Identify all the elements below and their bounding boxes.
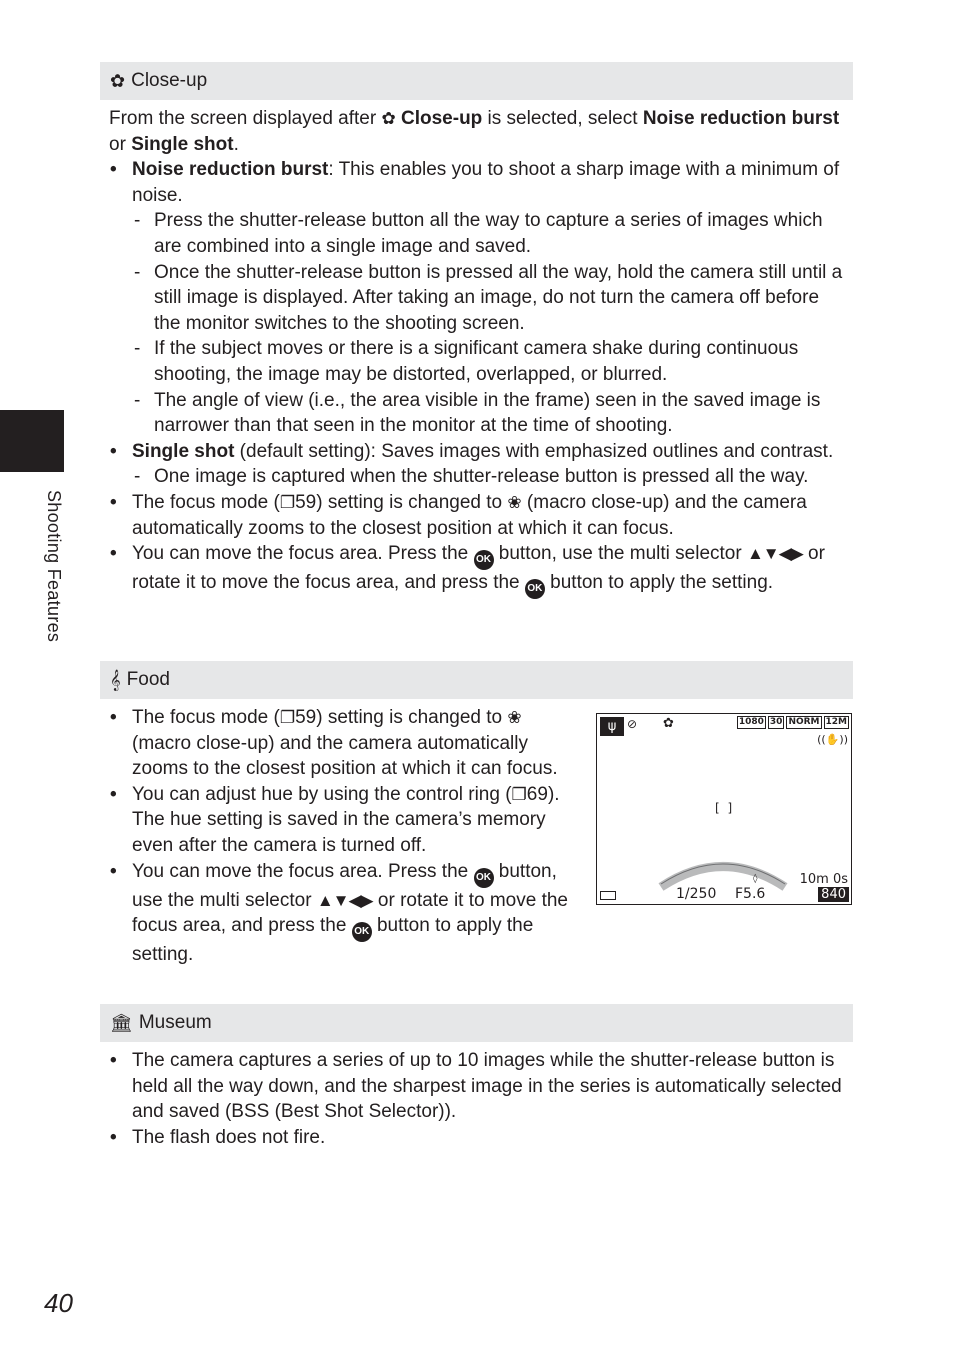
list-item: • The camera captures a series of up to 10 images while the shutter-release button is held all the way down, and the sharpest image in the series is automatically selected and saved (BSS (Best Shot Selector)). [110, 1048, 850, 1125]
museum-heading: Museum [138, 1012, 212, 1033]
flower-pair-icon: ✿ [381, 109, 396, 128]
chapter-tab [0, 410, 64, 472]
list-item: • Noise reduction burst: This enables you to shoot a sharp image with a minimum of noise. - Press the shutter-release button all the way to capture a series of images which are combined into a single image and saved. - Once the shutter-release button is pressed all the way, hold the camera still until a still image is displayed. After taking an image, do not turn the camera off before the monitor switches to the shooting screen. - If the subject moves or there is a significant camera shake during continuous shooting, the image may be distorted, overlapped, or blurred. - The angle of view (i.e., the area visible in the frame) seen in the saved image is narrower than that seen in the monitor at the time of shooting. [110, 157, 849, 439]
ok-button-icon: OK [525, 579, 545, 599]
list-item: - Press the shutter-release button all the way to capture a series of images which are combined into a single image and saved. [132, 208, 849, 259]
food-heading: Food [126, 669, 170, 690]
svg-text:◊: ◊ [753, 874, 758, 884]
image-size-indicator: 12M [825, 717, 847, 727]
book-reference-icon: ❐ [279, 708, 296, 727]
focus-area-brackets: [ ] [715, 801, 735, 815]
movie-mode-indicator: 1080 [738, 717, 764, 727]
list-item: - If the subject moves or there is a significant camera shake during continuous shooting, the image may be distorted, overlapped, or blurred. [132, 336, 849, 387]
camera-monitor-illustration [596, 713, 852, 905]
multi-selector-arrows-icon: ▲▼◀▶ [316, 890, 373, 910]
food-section-header [100, 661, 853, 699]
macro-icon: ✿ [663, 716, 674, 731]
ok-button-icon: OK [474, 868, 494, 888]
list-item: - The angle of view (i.e., the area visible in the frame) seen in the saved image is narrower than that seen in the monitor at the time of shooting. [132, 388, 849, 439]
ok-button-icon: OK [474, 550, 494, 570]
chapter-label: Shooting Features [44, 490, 64, 643]
closeup-section-header [100, 62, 853, 100]
list-item: • The focus mode (❐59) setting is changed to ❀ (macro close-up) and the camera automatically zooms to the closest position at which it can focus. [110, 490, 849, 541]
fork-knife-icon: 𝄞 [110, 669, 121, 690]
closeup-intro: From the screen displayed after ✿ Close-up is selected, select Noise reduction burst or Single shot. [109, 108, 840, 155]
macro-icon: ❀ [507, 492, 522, 512]
food-mode-icon: ψ [600, 717, 624, 736]
list-item: • You can move the focus area. Press the OK button, use the multi selector ▲▼◀▶ or rotate it to move the focus area, and press the OK button to apply the setting. [110, 541, 849, 599]
book-reference-icon: ❐ [279, 492, 296, 512]
closeup-content [109, 106, 849, 599]
macro-icon: ❀ [507, 708, 522, 727]
museum-section-header [100, 1004, 853, 1042]
battery-icon [600, 891, 616, 900]
movie-fps-indicator: 30 [769, 717, 783, 727]
list-item: • Single shot (default setting): Saves images with emphasized outlines and contrast. - One image is captured when the shutter-release button is pressed all the way. [110, 439, 849, 490]
shutter-speed: 1/250 [676, 886, 717, 902]
book-reference-icon: ❐ [511, 784, 527, 804]
status-icons [737, 716, 849, 729]
remaining-movie-time: 10m 0s [799, 872, 848, 887]
list-item: • You can move the focus area. Press the OK button, use the multi selector ▲▼◀▶ or rotate it to move the focus area, and press the OK button to apply the setting. [110, 859, 576, 968]
list-item: • The flash does not fire. [110, 1125, 850, 1151]
ok-button-icon: OK [352, 922, 372, 942]
list-item: • You can adjust hue by using the control ring (❐69). The hue setting is saved in the camera’s memory even after the camera is turned off. [110, 782, 576, 859]
list-item: - One image is captured when the shutter-release button is pressed all the way. [132, 464, 849, 490]
page-number: 40 [44, 1288, 73, 1318]
closeup-heading: Close-up [131, 70, 208, 91]
multi-selector-arrows-icon: ▲▼◀▶ [746, 544, 803, 564]
vibration-reduction-icon: ((✋)) [817, 733, 848, 746]
aperture-value: F5.6 [735, 886, 766, 902]
flower-pair-icon: ✿ [110, 70, 126, 91]
quality-indicator: NORM [788, 717, 820, 727]
flash-off-icon: ⊘ [627, 717, 638, 731]
food-content [110, 705, 576, 968]
museum-building-icon: 🏛 [110, 1012, 133, 1033]
museum-content [110, 1048, 850, 1150]
list-item: - Once the shutter-release button is pressed all the way, hold the camera still until a still image is displayed. After taking an image, do not turn the camera off before the monitor switches to the shooting screen. [132, 260, 849, 337]
list-item: • The focus mode (❐59) setting is changed to ❀ (macro close-up) and the camera automatically zooms to the closest position at which it can focus. [110, 705, 576, 782]
exposures-remaining: 840 [818, 887, 849, 902]
